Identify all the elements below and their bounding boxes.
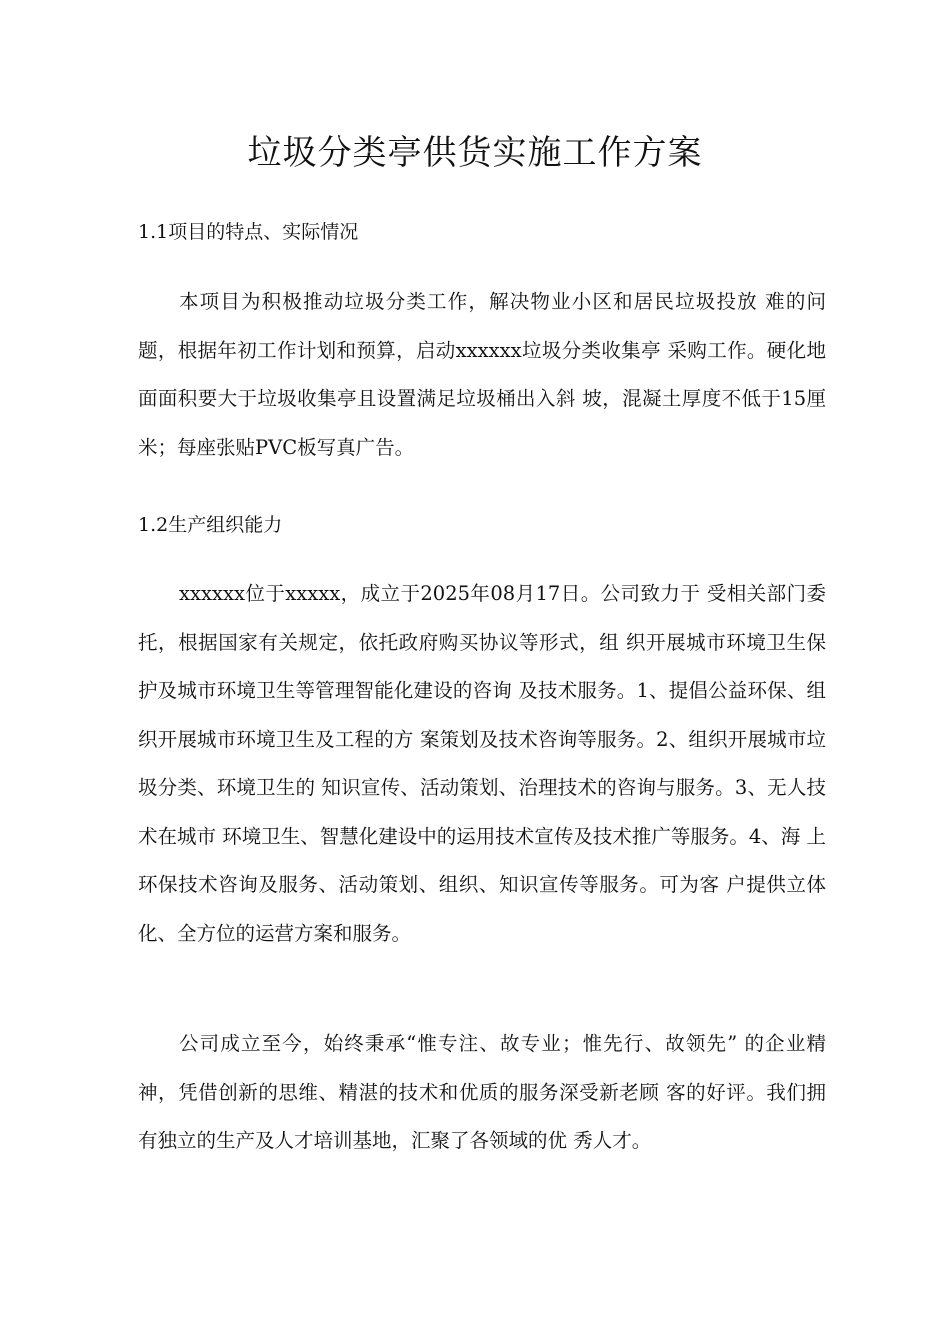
document-title: 垃圾分类亭供货实施工作方案 [247, 133, 703, 173]
section-1-1-paragraph: 本项目为积极推动垃圾分类工作，解决物业小区和居民垃圾投放 难的问题，根据年初工作计划和预算，启动xxxxxx垃圾分类收集亭 采购工作。硬化地面面积要大于垃圾收集亭且设置满足垃圾桶出入斜 坡，混凝土厚度不低于15厘米；每座张贴PVC板写真广告。 [138, 290, 826, 459]
section-1-2-paragraph-2: 公司成立至今，始终秉承“惟专注、故专业；惟先行、故领先” 的企业精神，凭借创新的思维、精湛的技术和优质的服务深受新老顾 客的好评。我们拥有独立的生产及人才培训基地，汇聚了各领域的优 秀人才。 [138, 1032, 826, 1152]
section-heading-1-2: 1.2生产组织能力 [138, 514, 283, 536]
section-1-2-paragraph-1: xxxxxx位于xxxxx，成立于2025年08月17日。公司致力于 受相关部门委托，根据国家有关规定，依托政府购买协议等形式，组 织开展城市环境卫生保护及城市环境卫生等管理智能化建设的咨询 及技术服务。1、提倡公益环保、组织开展城市环境卫生及工程的方 案策划及技术咨询等服务。2、组织开展城市垃圾分类、环境卫生的 知识宣传、活动策划、治理技术的咨询与服务。3、无人技术在城市 环境卫生、智慧化建设中的运用技术宣传及技术推广等服务。4、海 上环保技术咨询及服务、活动策划、组织、知识宣传等服务。可为客 户提供立体化、全方位的运营方案和服务。 [138, 582, 826, 945]
section-heading-1-1: 1.1项目的特点、实际情况 [138, 221, 359, 243]
